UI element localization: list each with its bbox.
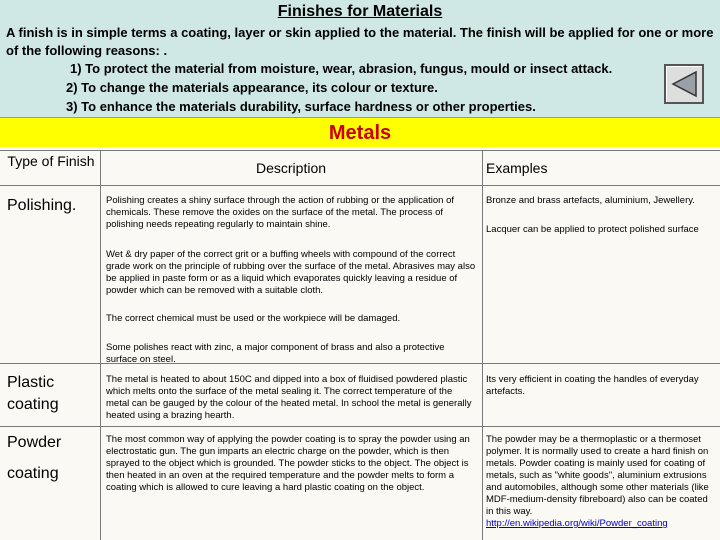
- row-type-powder: Powder: [7, 434, 62, 451]
- table-divider: [100, 150, 101, 540]
- polishing-desc-4: Some polishes react with zinc, a major component of brass and also a protective surface on steel.: [106, 342, 445, 365]
- powder-coating-examples: The powder may be a thermoplastic or a thermoset polymer. It is normally used to create a hard finish on metals. Powder coating is mainly used for coating of metals, such as "white goods", aluminium extrusions and automobiles, although some other materials (like MDF-medium-density fibreboard) also can be coated in this way.: [486, 434, 709, 517]
- finishes-table: [0, 147, 720, 540]
- row-type-plastic-coating: Plastic coating: [7, 374, 59, 413]
- polishing-examples-2: Lacquer can be applied to protect polished surface: [486, 224, 699, 235]
- table-rule: [0, 426, 720, 427]
- polishing-desc-2: Wet & dry paper of the correct grit or a buffing wheels with compound of the correct grade work on the principle of rubbing over the surface of the metal. Abrasives may also be applied in paste form or as a liquid which evaporates quickly leaving a residue of powder which can be removed with a suitable cloth.: [106, 249, 476, 296]
- page-header: [0, 0, 720, 117]
- intro-text: A finish is in simple terms a coating, layer or skin applied to the material. The finish will be applied for one or more of the following reasons: .: [6, 25, 714, 58]
- reason-1: 1) To protect the material from moisture, wear, abrasion, fungus, mould or insect attack.: [70, 61, 613, 76]
- row-type-polishing: Polishing.: [7, 197, 77, 214]
- header-description: Description: [255, 160, 327, 176]
- plastic-coating-desc: The metal is heated to about 150C and dipped into a box of fluidised powdered plastic which melts onto the surface of the metal sealing it. The correct temperature of the metal can be gauged by the colour of the heated metal. In school the metal is generally heated using a brazing hearth.: [106, 374, 472, 421]
- reason-2: 2) To change the materials appearance, its colour or texture.: [66, 80, 438, 95]
- row-type-coating: coating: [7, 465, 59, 482]
- plastic-coating-examples: Its very efficient in coating the handles of everyday artefacts.: [486, 374, 699, 397]
- page-title: Finishes for Materials: [277, 3, 443, 20]
- section-title: Metals: [328, 122, 392, 144]
- polishing-desc-3: The correct chemical must be used or the workpiece will be damaged.: [106, 313, 401, 324]
- section-bar: [0, 117, 720, 147]
- table-rule: [0, 185, 720, 186]
- reason-3: 3) To enhance the materials durability, surface hardness or other properties.: [66, 99, 536, 114]
- header-examples: Examples: [486, 160, 548, 176]
- triangle-left-icon: [668, 68, 700, 100]
- powder-coating-desc: The most common way of applying the powder coating is to spray the powder using an electrostatic gun. The gun imparts an electric charge on the powder, which is then sprayed to the object which is grounded. The powder sticks to the object. The object is then heated in an oven at the required temperature and the powder melts to form a coating which is allowed to cure leaving a hard plastic coating on the object.: [106, 434, 470, 493]
- table-divider: [482, 150, 483, 540]
- polishing-desc-1: Polishing creates a shiny surface through the action of rubbing or the application of chemicals. These remove the oxides on the surface of the metal. The process of polishing needs repeating regularly to maintain shine.: [106, 195, 455, 230]
- header-type: Type of Finish: [7, 153, 95, 169]
- polishing-examples-1: Bronze and brass artefacts, aluminium, Jewellery.: [486, 195, 695, 206]
- table-rule: [0, 150, 720, 151]
- back-button[interactable]: [664, 64, 704, 104]
- powder-coating-link[interactable]: http://en.wikipedia.org/wiki/Powder_coating: [486, 518, 668, 529]
